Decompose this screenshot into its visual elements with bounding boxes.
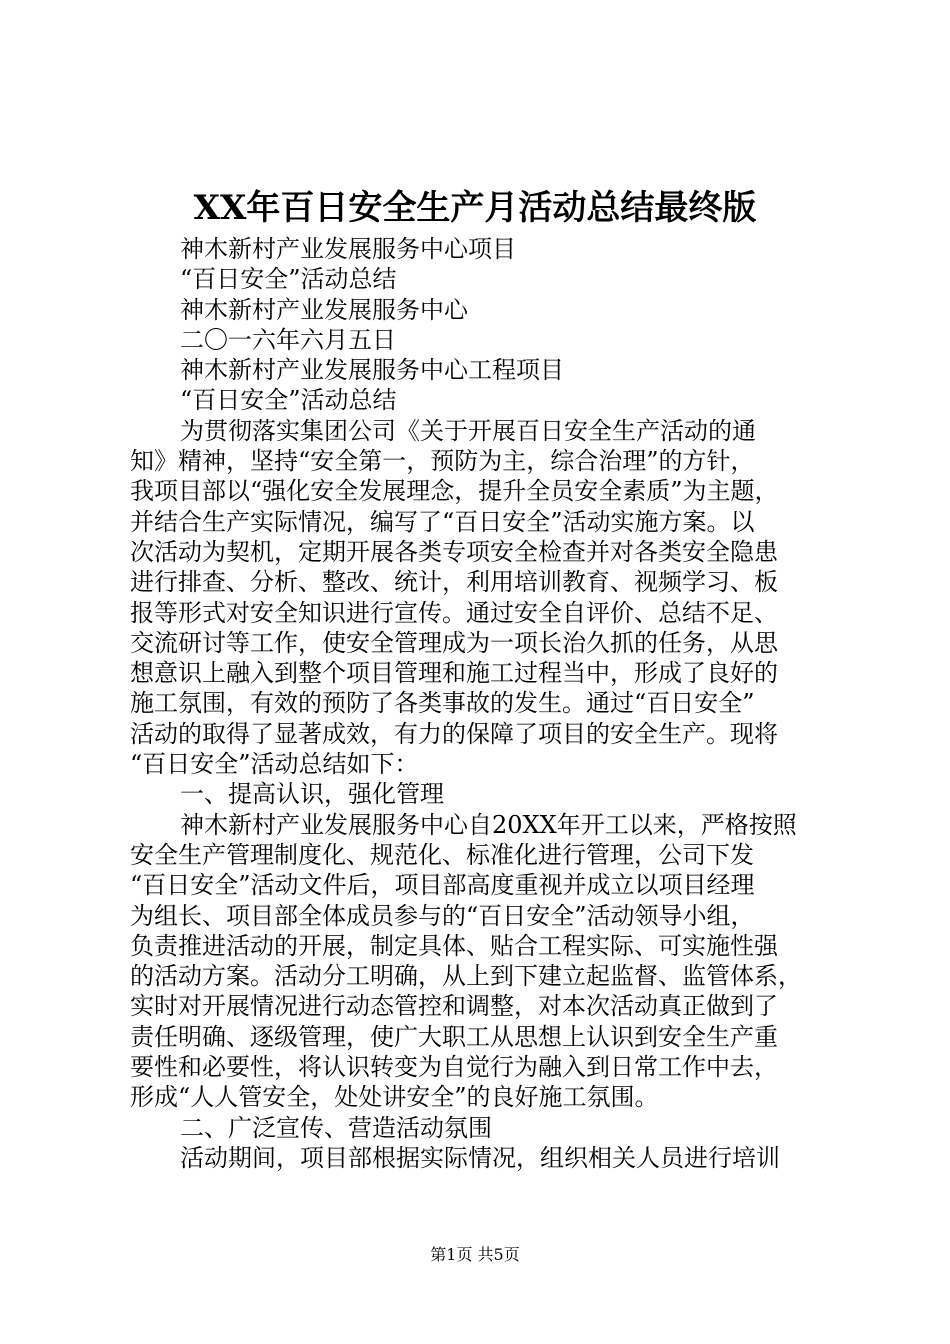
- body-line: 交流研讨等工作，使安全管理成为一项长治久抓的任务，从思: [130, 628, 778, 657]
- document-body: [130, 234, 850, 1173]
- body-line: 责任明确、逐级管理，使广大职工从思想上认识到安全生产重: [130, 1022, 778, 1051]
- body-line: 为贯彻落实集团公司《关于开展百日安全生产活动的通: [180, 416, 756, 445]
- page-footer: 第1页 共5页: [430, 1245, 520, 1264]
- body-line: “百日安全”活动总结: [180, 386, 397, 415]
- body-line: 安全生产管理制度化、规范化、标准化进行管理，公司下发: [130, 840, 754, 869]
- body-line: 次活动为契机，定期开展各类专项安全检查并对各类安全隐患: [130, 537, 778, 566]
- body-line: 为组长、项目部全体成员参与的“百日安全”活动领导小组，: [130, 901, 755, 930]
- body-line: 二、广泛宣传、营造活动氛围: [180, 1113, 492, 1142]
- body-line: 神木新村产业发展服务中心自20XX年开工以来，严格按照: [180, 810, 797, 839]
- body-line: 报等形式对安全知识进行宣传。通过安全自评价、总结不足、: [130, 598, 778, 627]
- body-line: 我项目部以“强化安全发展理念，提升全员安全素质”为主题，: [130, 477, 779, 506]
- body-line: 的活动方案。活动分工明确，从上到下建立起监督、监管体系，: [130, 962, 802, 991]
- body-line: 要性和必要性，将认识转变为自觉行为融入到日常工作中去，: [130, 1053, 778, 1082]
- body-line: 神木新村产业发展服务中心工程项目: [180, 356, 564, 385]
- body-line: 进行排查、分析、整改、统计，利用培训教育、视频学习、板: [130, 568, 778, 597]
- body-line: 知》精神，坚持“安全第一，预防为主，综合治理”的方针，: [130, 447, 755, 476]
- body-line: 神木新村产业发展服务中心: [180, 295, 468, 324]
- body-line: 想意识上融入到整个项目管理和施工过程当中，形成了良好的: [130, 659, 778, 688]
- body-line: 形成“人人管安全，处处讲安全”的良好施工氛围。: [130, 1083, 659, 1112]
- body-line: 施工氛围，有效的预防了各类事故的发生。通过“百日安全”: [130, 689, 755, 718]
- body-line: “百日安全”活动文件后，项目部高度重视并成立以项目经理: [130, 871, 755, 900]
- body-line: 负责推进活动的开展，制定具体、贴合工程实际、可实施性强: [130, 931, 778, 960]
- body-line: 活动期间，项目部根据实际情况，组织相关人员进行培训: [180, 1143, 780, 1172]
- body-line: 并结合生产实际情况，编写了“百日安全”活动实施方案。以: [130, 507, 755, 536]
- body-line: “百日安全”活动总结: [180, 265, 397, 294]
- document-title: XX年百日安全生产月活动总结最终版: [193, 188, 757, 228]
- body-line: 二〇一六年六月五日: [180, 325, 396, 354]
- body-line: 实时对开展情况进行动态管控和调整，对本次活动真正做到了: [130, 992, 778, 1021]
- body-line: 神木新村产业发展服务中心项目: [180, 235, 516, 263]
- body-line: 一、提高认识，强化管理: [180, 780, 444, 809]
- body-line: 活动的取得了显著成效，有力的保障了项目的安全生产。现将: [130, 719, 778, 748]
- body-line: “百日安全”活动总结如下：: [130, 750, 419, 779]
